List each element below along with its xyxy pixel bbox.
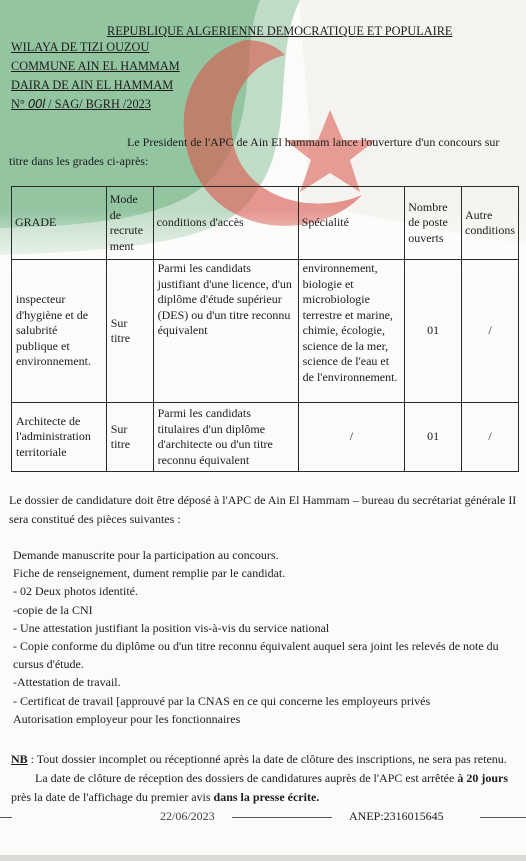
reference-number <box>11 97 151 111</box>
cell-autre: / <box>462 403 519 472</box>
header-nombre: Nombre de poste ouverts <box>405 187 462 260</box>
footer <box>0 808 526 828</box>
cell-mode: Sur titre <box>106 260 153 403</box>
cell-nombre: 01 <box>405 403 462 472</box>
list-item: Autorisation employeur pour les fonctionnaires <box>13 711 241 726</box>
footer-divider <box>232 817 332 818</box>
concours-table <box>11 186 519 472</box>
header-autre: Autre conditions <box>462 187 519 260</box>
wilaya-line: WILAYA DE TIZI OUZOU <box>11 40 150 54</box>
ref-handwritten-number: 00l <box>27 97 45 111</box>
header-specialite: Spécialité <box>298 187 405 260</box>
table-row <box>12 260 519 403</box>
commune-line: COMMUNE AIN EL HAMMAM <box>11 59 180 73</box>
nb-text: : Tout dossier incomplet ou réceptionné après la date de clôture des inscriptions, ne sera pas retenu. <box>27 752 507 766</box>
dossier-paragraph: Le dossier de candidature doit être déposé à l'APC de Ain El Hammam – bureau du secrétariat générale II sera constitué des pièces suivantes : <box>9 493 517 526</box>
ref-suffix: / SAG/ BGRH /2023 <box>48 97 151 111</box>
daira-line: DAIRA DE AIN EL HAMMAM <box>11 78 174 92</box>
list-item: Fiche de renseignement, dument remplie par le candidat. <box>13 566 286 581</box>
header-conditions: conditions d'accès <box>153 187 298 260</box>
cell-specialite: / <box>298 403 405 472</box>
publication-date: 22/06/2023 <box>160 809 215 823</box>
cell-grade: inspecteur d'hygiène et de salubrité publique et environnement. <box>12 260 107 403</box>
list-item: - 02 Deux photos identité. <box>13 584 138 599</box>
table-row <box>12 403 519 472</box>
cell-specialite: environnement, biologie et microbiologie terrestre et marine, chimie, écologie, science de la mer, science de l'eau et de l'environnement. <box>298 260 405 403</box>
list-item: Demande manuscrite pour la participation au concours. <box>13 548 279 562</box>
header-grade: GRADE <box>12 187 107 260</box>
header-mode: Mode de recrute ment <box>106 187 153 260</box>
closing-bold: à 20 jours <box>457 771 508 785</box>
closing-text: La date de clôture de réception des dossiers de candidatures auprès de l'APC est arrêtée <box>35 771 458 785</box>
list-item: -copie de la CNI <box>13 602 93 617</box>
ref-prefix: N° <box>11 97 25 111</box>
cell-nombre: 01 <box>405 260 462 403</box>
footer-divider <box>0 817 12 818</box>
list-item: - Une attestation justifiant la position vis-à-vis du service national <box>13 620 330 635</box>
intro-text: Le President de l'APC de Ain El hammam lance l'ouverture d'un concours sur titre dans les grades ci-après: <box>9 135 500 168</box>
closing-bold-2: dans la presse écrite. <box>213 790 320 804</box>
intro-paragraph <box>9 133 519 171</box>
anep-reference: ANEP:2316015645 <box>349 809 444 823</box>
cell-conditions: Parmi les candidats justifiant d'une licence, d'un diplôme d'étude supérieur (DES) ou d'un titre reconnu équivalent <box>153 260 298 403</box>
page-bottom-edge <box>0 855 526 861</box>
list-item: - Certificat de travail [approuvé par la CNAS en ce qui concerne les employeurs privés <box>13 693 431 708</box>
footer-divider <box>480 817 526 818</box>
nb-label: NB <box>11 752 28 766</box>
cell-autre: / <box>462 260 519 403</box>
list-item: -Attestation de travail. <box>13 675 121 690</box>
cell-conditions: Parmi les candidats titulaires d'un diplôme d'architecte ou d'un titre reconnu équivalent <box>153 403 298 472</box>
closing-text-2: près la date de l'affichage du premier avis <box>11 790 214 804</box>
cell-mode: Sur titre <box>106 403 153 472</box>
list-item: - Copie conforme du diplôme ou d'un titre reconnu équivalent auquel sera joint les relevés de note du cursus d'étude. <box>13 639 499 672</box>
table-header-row <box>12 187 519 260</box>
pieces-list <box>13 546 518 728</box>
republic-title: REPUBLIQUE ALGERIENNE DEMOCRATIQUE ET POPULAIRE <box>107 24 453 38</box>
cell-grade: Architecte de l'administration territoriale <box>12 403 107 472</box>
nb-note <box>11 750 521 807</box>
